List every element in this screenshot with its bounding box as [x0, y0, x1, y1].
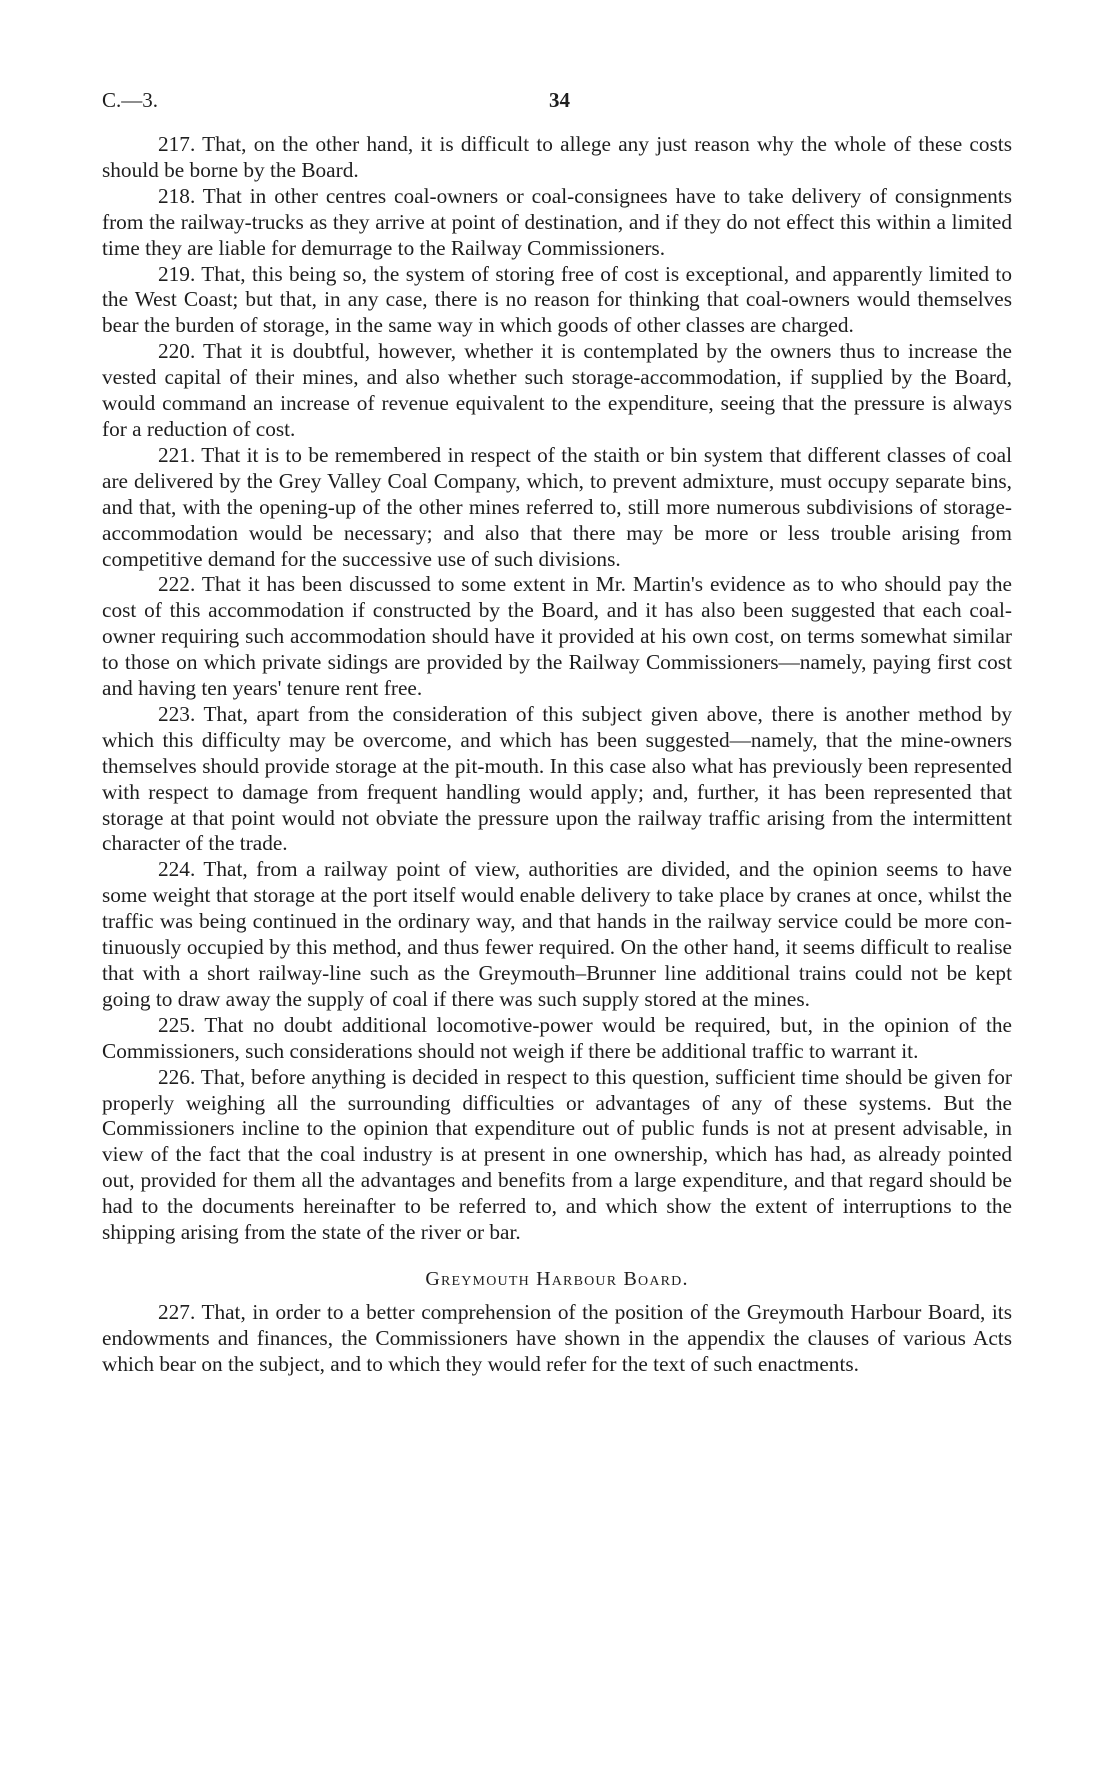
paragraph-223: 223. That, apart from the consideration of this subject given above, there is another method by which this difficulty may be overcome, and which has been suggested—namely, that the mine-owners themselves should provide storage at the pit-mouth. In this case also what has previously been represented with respect to damage from frequent handling would apply; and, further, it has been represented that storage at that point would not obviate the pressure upon the railway traffic arising from the intermittent character of the trade.: [102, 701, 1012, 856]
paragraph-225: 225. That no doubt additional locomotive-power would be required, but, in the opinion of the Commissioners, such considerations should not weigh if there be additional traffic to warrant it.: [102, 1012, 1012, 1063]
document-page: [102, 88, 1012, 1378]
body-text: [102, 132, 1012, 1378]
paragraph-226: 226. That, before anything is decided in respect to this question, sufficient time should be given for properly weighing all the surrounding difficulties or advantages of any of these systems. But the Commissioners incline to the opinion that expenditure out of public funds is not at present advisable, in view of the fact that the coal industry is at present in one ownership, which has had, as already pointed out, provided for them all the advantages and benefits from a large expenditure, and that regard should be had to the documents hereinafter to be referred to, and which show the extent of interruptions to the shipping arising from the state of the river or bar.: [102, 1064, 1012, 1245]
paragraph-220: 220. That it is doubtful, however, whether it is contemplated by the owners thus to increase the vested capital of their mines, and also whether such storage-accommodation, if supplied by the Board, would command an increase of revenue equivalent to the expenditure, seeing that the pressure is always for a reduction of cost.: [102, 339, 1012, 441]
paragraph-222: 222. That it has been discussed to some extent in Mr. Martin's evidence as to who should pay the cost of this accommodation if constructed by the Board, and it has also been suggested that each coal-owner requiring such accommodation should have it provided at his own cost, on terms somewhat similar to those on which private sidings are provided by the Railway Commissioners—namely, paying first cost and having ten years' tenure rent free.: [102, 572, 1012, 701]
paragraph-227: 227. That, in order to a better comprehension of the position of the Greymouth Harbour Board, its endowments and finances, the Commissioners have shown in the appendix the clauses of various Acts which bear on the subject, and to which they would refer for the text of such enactments.: [102, 1299, 1012, 1376]
document-reference: C.—3.: [102, 88, 159, 112]
paragraph-218: 218. That in other centres coal-owners or coal-consignees have to take delivery of consignments from the railway-trucks as they arrive at point of destination, and if they do not effect this within a limited time they are liable for demurrage to the Railway Commissioners.: [102, 183, 1012, 260]
paragraph-224: 224. That, from a railway point of view, authorities are divided, and the opinion seems to have some weight that storage at the port itself would enable delivery to take place by cranes at once, whilst the traffic was being continued in the ordinary way, and that hands in the railway service could be more continuously occupied by this method, and thus fewer required. On the other hand, it seems difficult to realise that with a short railway-line such as the Greymouth–Brunner line additional trains could not be kept going to draw away the supply of coal if there was such supply stored at the mines.: [102, 857, 1012, 1011]
section-heading: Greymouth Harbour Board.: [425, 1267, 689, 1290]
page-header: [102, 88, 1012, 122]
page-number: 34: [549, 88, 570, 112]
paragraph-219: 219. That, this being so, the system of storing free of cost is exceptional, and apparently limited to the West Coast; but that, in any case, there is no reason for thinking that coal-owners would themselves bear the burden of storage, in the same way in which goods of other classes are charged.: [102, 261, 1012, 338]
paragraph-221: 221. That it is to be remembered in respect of the staith or bin system that different classes of coal are delivered by the Grey Valley Coal Company, which, to prevent admixture, must occupy separate bins, and that, with the opening-up of the other mines referred to, still more numerous subdivisions of storage-accommodation would be necessary; and also that there may be more or less trouble arising from competitive demand for the successive use of such divisions.: [102, 442, 1012, 571]
paragraph-217: 217. That, on the other hand, it is difficult to allege any just reason why the whole of these costs should be borne by the Board.: [102, 132, 1012, 182]
